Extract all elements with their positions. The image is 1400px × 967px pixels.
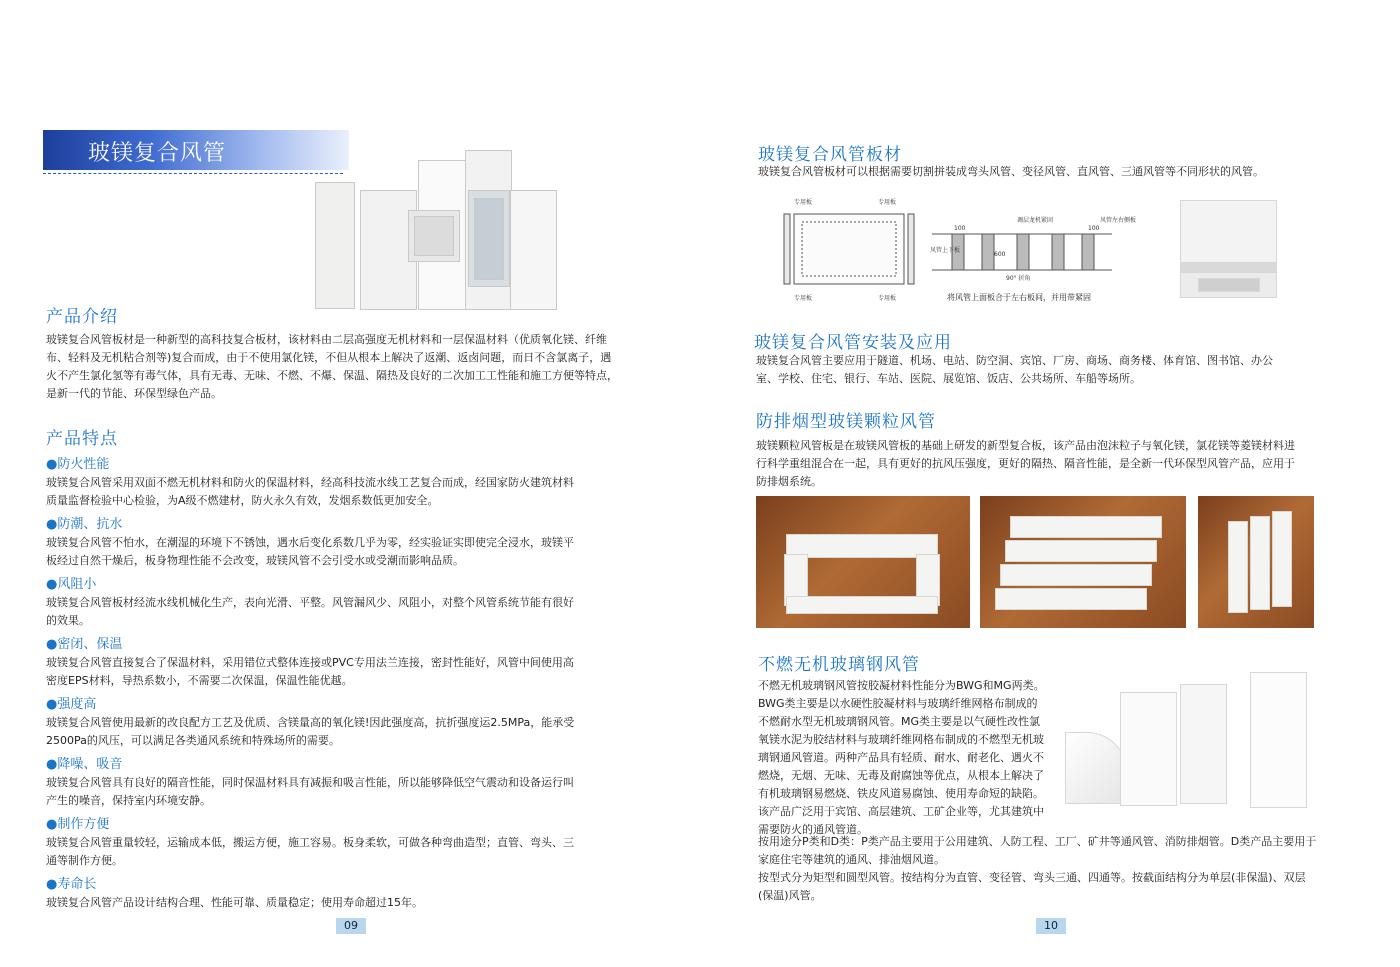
- feature-text: [46, 714, 666, 750]
- intro-line: 玻镁复合风管板材是一种新型的高科技复合板材，该材料由二层高强度无机材料和一层保温材料（优质氧化镁、纤维: [46, 333, 607, 346]
- feature-line: 的效果。: [46, 614, 90, 627]
- diagram-label: 调层龙机紧固: [1017, 217, 1054, 224]
- intro-line: 布、轻料及无机粘合剂等)复合而成，由于不使用氯化镁，不但从根本上解决了返潮、返卤问题，而日不含氯离子，遇: [46, 351, 612, 364]
- feature-line: 密度EPS材料，导热系数小，不需要二次保温，保温性能优越。: [46, 674, 353, 687]
- feature-title: ●防潮、抗水: [46, 517, 123, 532]
- glass-heading: 不燃无机玻璃钢风管: [758, 655, 920, 675]
- feature-title: ●寿命长: [46, 877, 97, 892]
- glass-line: 需要防火的通风管道。: [758, 823, 868, 836]
- glass-line: 有机玻璃钢易燃烧、铁皮风道易腐蚀、使用寿命短的缺陷。: [758, 787, 1044, 800]
- feature-text: [46, 594, 666, 630]
- intro-heading: 产品介绍: [46, 307, 118, 327]
- smoke-text: [756, 437, 1386, 491]
- glass-text-wide: [758, 833, 1388, 905]
- diagram-label: 100: [1088, 225, 1100, 232]
- glass-line: 不燃无机玻璃钢风管按胶凝材料性能分为BWG和MG两类。: [758, 679, 1045, 692]
- features-heading: 产品特点: [46, 429, 118, 449]
- glass-line: 氧镁水泥为胶结材料与玻璃纤维网格布制成的不燃型无机玻: [758, 733, 1044, 746]
- diagram-label: 风管上下板: [930, 247, 961, 254]
- granule-duct-photo-2: [980, 496, 1186, 628]
- title-banner: [43, 130, 349, 170]
- install-line: 玻镁复合风管主要应用于隧道、机场、电站、防空洞、宾馆、厂房、商场、商务楼、体育馆、图书馆、办公: [756, 354, 1273, 367]
- feature-line: 质量监督检验中心检验，为A级不燃建材，防火永久有效，发烟系数低更加安全。: [46, 494, 439, 507]
- glass-line: 按型式分为矩型和圆型风管。按结构分为直管、变径管、弯头三通、四通等。按截面结构分为单层(非保温)、双层: [758, 871, 1306, 884]
- feature-title: ●密闭、保温: [46, 637, 123, 652]
- feature-title: ●强度高: [46, 697, 97, 712]
- diagram-label: 专用板: [878, 199, 897, 206]
- glass-line: 不燃耐水型无机玻璃钢风管。MG类主要是以气硬性改性氯: [758, 715, 1041, 728]
- feature-line: 2500Pa的风压，可以满足各类通风系统和特殊场所的需要。: [46, 734, 340, 747]
- feature-line: 玻镁复合风管使用最新的改良配方工艺及优质、含镁量高的氧化镁!因此强度高，抗折强度运2.5MPa，能承受: [46, 716, 575, 729]
- glass-line: BWG类主要是以水硬性胶凝材料与玻璃纤维网格布制成的: [758, 697, 1038, 710]
- intro-line: 火不产生氯化氢等有毒气体，具有无毒、无味、不燃、不爆、保温、隔热及良好的二次加工工性能和施工方便等特点，: [46, 369, 618, 382]
- feature-line: 玻镁复合风管采用双面不燃无机材料和防火的保温材料，经高科技流水线工艺复合而成，经国家防火建筑材料: [46, 476, 574, 489]
- board-text: 玻镁复合风管板材可以根据需要切割拼装成弯头风管、变径风管、直风管、三通风管等不同形状的风管。: [758, 165, 1264, 178]
- glass-line: 按用途分P类和D类：P类产品主要用于公用建筑、人防工程、工厂、矿井等通风管、消防排烟管。D类产品主要用于: [758, 835, 1317, 848]
- feature-line: 玻镁复合风管重量较轻，运输成本低，搬运方便，施工容易。板身柔软，可做各种弯曲造型；直管、弯头、三: [46, 836, 574, 849]
- install-text: [756, 352, 1376, 388]
- glass-line: (保温)风管。: [758, 889, 822, 902]
- feature-line: 玻镁复合风管直接复合了保温材料，采用错位式整体连接或PVC专用法兰连接，密封性能好，风管中间使用高: [46, 656, 574, 669]
- board-heading: 玻镁复合风管板材: [758, 145, 902, 165]
- feature-line: 通等制作方便。: [46, 854, 123, 867]
- glass-line: 璃钢通风管道。两种产品具有轻质、耐水、耐老化、遇火不: [758, 751, 1044, 764]
- diagram-label: 90° 折角: [1006, 275, 1031, 282]
- board-block-image: [1170, 200, 1280, 300]
- feature-title: ●降噪、吸音: [46, 757, 123, 772]
- feature-line: 玻镁复合风管板材经流水线机械化生产，表向光滑、平整。风管漏风少、风阻小，对整个风管系统节能有很好: [46, 596, 574, 609]
- duct-illustration: [310, 150, 560, 310]
- smoke-line: 行科学重组混合在一起，具有更好的抗风压强度，更好的隔热、隔音性能，是全新一代环保型风管产品，应用于: [756, 457, 1295, 470]
- install-heading: 玻镁复合风管安装及应用: [754, 333, 952, 353]
- smoke-line: 玻镁颗粒风管板是在玻镁风管板的基础上研发的新型复合板，该产品由泡沫粒子与氧化镁，氯花镁等菱镁材料进: [756, 439, 1295, 452]
- banner-title: 玻镁复合风管: [88, 141, 227, 166]
- right-page: [700, 0, 1400, 967]
- feature-text: [46, 534, 666, 570]
- feature-text: [46, 654, 666, 690]
- install-line: 室、学校、住宅、银行、车站、医院、展览馆、饭店、公共场所、车船等场所。: [756, 372, 1141, 385]
- feature-line: 产生的噪音，保持室内环境安静。: [46, 794, 211, 807]
- granule-duct-photo-3: [1198, 496, 1314, 628]
- glass-line: 该产品广泛用于宾馆、高层建筑、工矿企业等，尤其建筑中: [758, 805, 1044, 818]
- feature-line: 玻镁复合风管不怕水，在潮湿的环境下不锈蚀，遇水后变化系数几乎为零，经实验证实即使完全浸水，玻镁平: [46, 536, 574, 549]
- feature-text: [46, 474, 666, 510]
- feature-line: 板经过自然干燥后，板身物理性能不会改变，玻镁风管不会引受水或受潮而影响品质。: [46, 554, 464, 567]
- smoke-heading: 防排烟型玻镁颗粒风管: [756, 412, 936, 432]
- diagram-label: 专用板: [878, 295, 897, 302]
- feature-line: 玻镁复合风管具有良好的隔音性能，同时保温材料具有减振和吸言性能，所以能够降低空气震动和设备运行叫: [46, 776, 574, 789]
- glass-line: 家庭住宅等建筑的通风、排油烟风道。: [758, 853, 945, 866]
- diagram-label: 专用板: [794, 199, 813, 206]
- diagram-label: 600: [994, 251, 1006, 258]
- diagram-caption: 将风管上面板合于左右板间，并用带紧固: [947, 293, 1091, 302]
- diagram-label: 专用板: [794, 295, 813, 302]
- feature-title: ●风阻小: [46, 577, 97, 592]
- glass-line: 燃烧，无烟、无味、无毒及耐腐蚀等优点，从根本上解决了: [758, 769, 1044, 782]
- intro-line: 是新一代的节能、环保型绿色产品。: [46, 387, 222, 400]
- board-assembly-diagram: [782, 192, 1162, 307]
- feature-text: [46, 834, 666, 870]
- feature-text: [46, 894, 666, 912]
- page-number-right: 10: [1036, 918, 1066, 934]
- diagram-label: 风管左右侧板: [1100, 217, 1137, 224]
- granule-duct-photo-1: [756, 496, 970, 628]
- glass-duct-image: [1065, 672, 1315, 812]
- feature-title: ●制作方便: [46, 817, 110, 832]
- smoke-line: 防排烟系统。: [756, 475, 822, 488]
- feature-text: [46, 774, 666, 810]
- diagram-label: 100: [954, 225, 966, 232]
- dotted-rule: [43, 173, 343, 174]
- page-number-left: 09: [336, 918, 366, 934]
- glass-text-narrow: [758, 677, 1068, 839]
- intro-text: [46, 331, 666, 403]
- feature-title: ●防火性能: [46, 457, 110, 472]
- feature-line: 玻镁复合风管产品设计结构合理、性能可靠、质量稳定；使用寿命超过15年。: [46, 896, 423, 909]
